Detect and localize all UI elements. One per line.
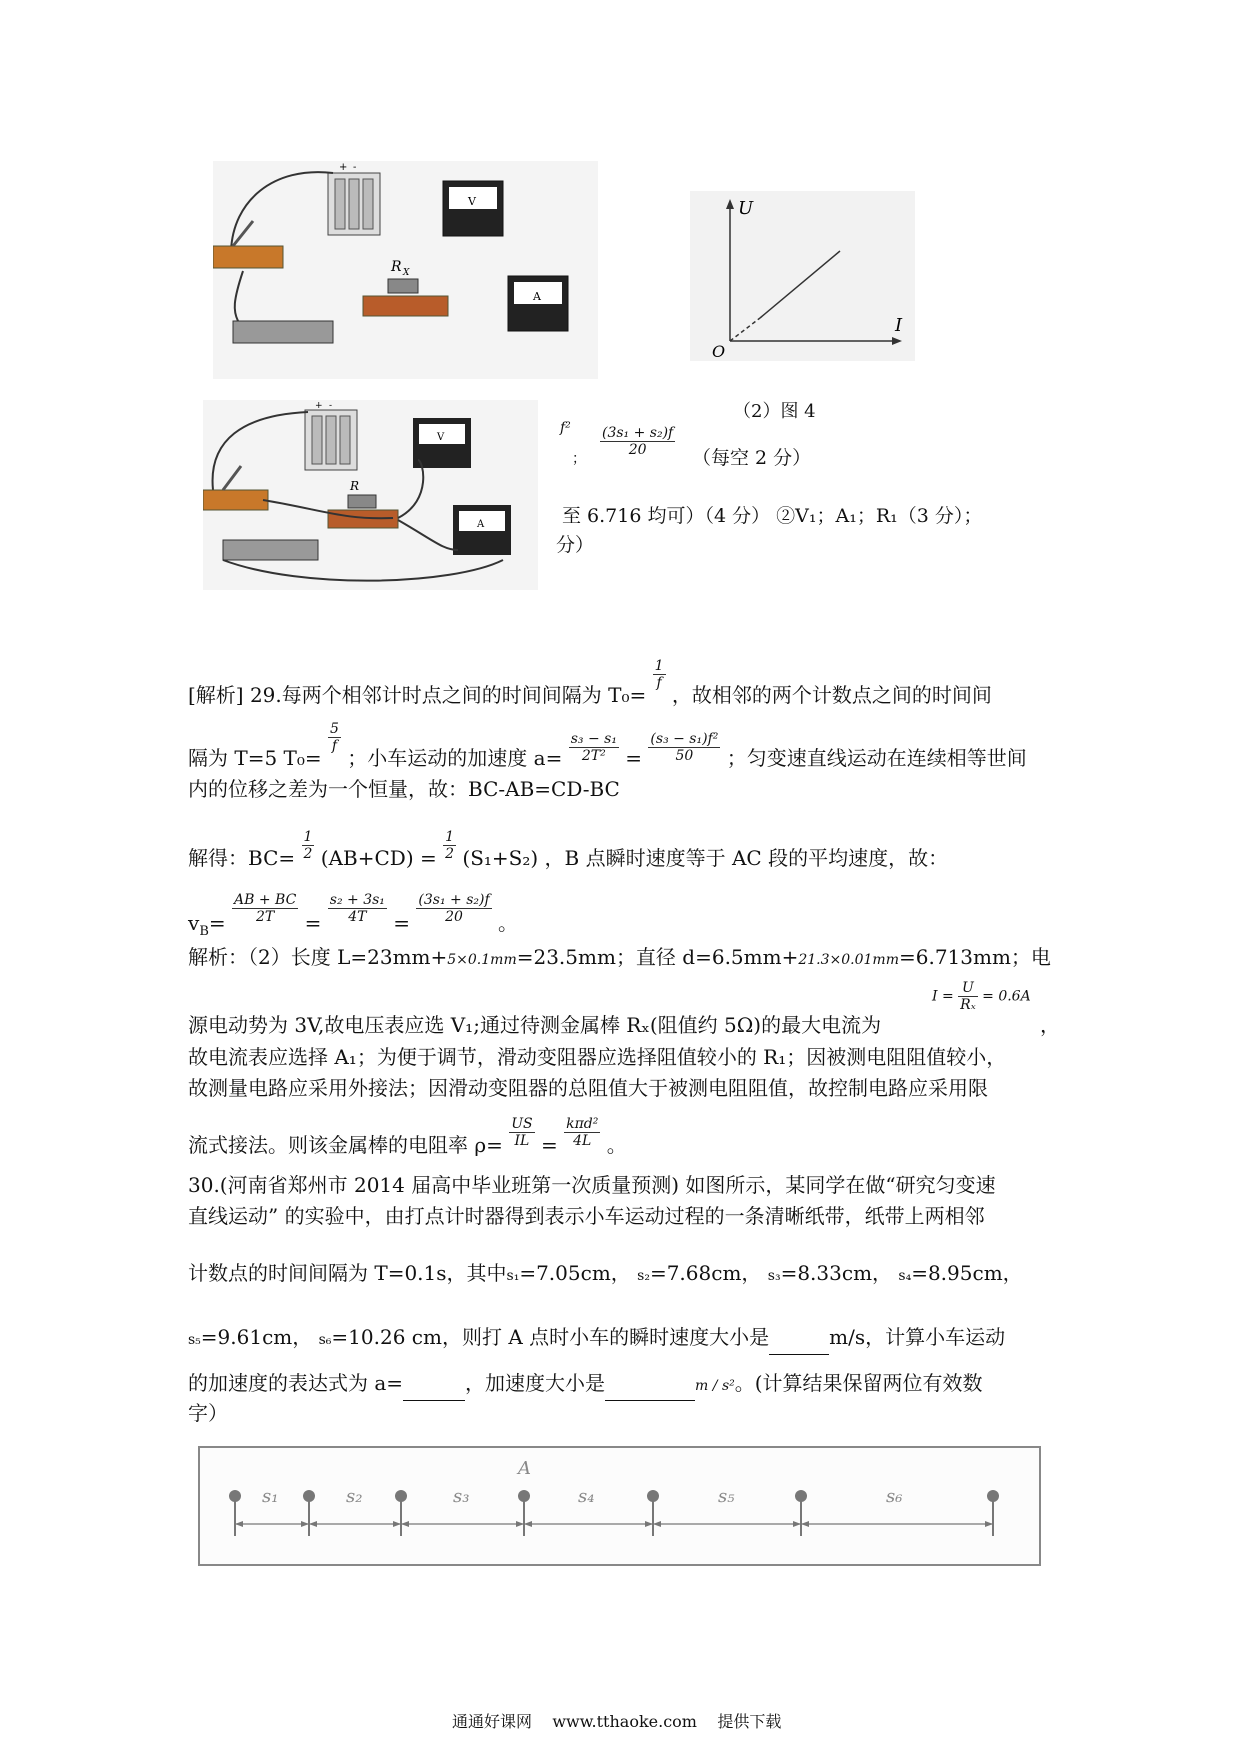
rho-frac2-den: 4L <box>573 1133 592 1149</box>
s3-value: =8.33cm， <box>780 1261 893 1285</box>
analysis2-l1b: =23.5mm；直径 d=6.5mm+ <box>516 945 799 969</box>
paper-tape-figure <box>198 1446 1041 1566</box>
answer-frac-num: (3s₁ + s₂)f <box>602 425 674 441</box>
answer-line2: 至 6.716 均可）（4 分） ②V₁；A₁；R₁（3 分）； <box>562 505 983 527</box>
half-den-2: 2 <box>445 846 455 862</box>
analysis29-p2a: 隔为 T=5 T₀= <box>188 746 322 770</box>
q30-l3a: 计数点的时间间隔为 T=0.1s，其中 <box>188 1261 507 1285</box>
analysis2-line5: 流式接法。则该金属棒的电阻率 ρ= $\frac{US}{IL}$ = $\frac{\text{kπd²}}{4L}$ 。 <box>188 1116 627 1157</box>
tape-s2: s₂ <box>346 1486 363 1507</box>
accel-frac2-num: (s₃ − s₁)f² <box>650 731 719 747</box>
accel-unit: m / s² <box>695 1378 735 1394</box>
s1-value: =7.05cm， <box>519 1261 631 1285</box>
vb-eq-2: = <box>304 911 322 935</box>
s2-sym: s₂ <box>637 1268 650 1284</box>
voltmeter-label: V <box>468 195 476 208</box>
vb-eq-1: = <box>208 911 226 935</box>
q30-line5 <box>188 1368 983 1401</box>
analysis29-line3: 内的位移之差为一个恒量，故：BC-AB=CD-BC <box>188 777 620 801</box>
battery-minus: - <box>353 162 357 173</box>
current-frac-den: Rₓ <box>960 997 976 1013</box>
current-formula <box>932 980 1031 1013</box>
voltmeter2-label: V <box>437 432 445 443</box>
ammeter-label: A <box>533 290 541 303</box>
rx-label: R <box>391 259 402 275</box>
battery-plus: + <box>339 162 348 173</box>
analysis2-l5end: 。 <box>606 1133 627 1157</box>
analysis29-p4c: (S₁+S₂) ，B 点瞬时速度等于 AC 段的平均速度，故： <box>462 846 949 870</box>
graph-u-label: U <box>738 198 754 219</box>
vb-end: 。 <box>498 911 519 935</box>
q30-l5c: 。(计算结果保留两位有效数 <box>734 1371 983 1395</box>
tape-s6: s₆ <box>886 1486 903 1507</box>
current-value: = 0.6A <box>982 988 1031 1005</box>
t0-frac-num: 1 <box>654 658 664 674</box>
analysis29-line1 <box>188 658 992 713</box>
vb-frac2-num: s₂ + 3s₁ <box>329 892 385 908</box>
circuit-components-drawing <box>213 161 598 379</box>
answer-fraction <box>600 425 675 458</box>
page-footer: 通通好课网 www.tthaoke.com 提供下载 <box>452 1712 782 1731</box>
rx2-label: R <box>350 479 360 493</box>
analysis2-line2 <box>188 1010 881 1040</box>
vb-frac1-num: AB + BC <box>234 892 297 908</box>
analysis2-l2a: 源电动势为 3V,故电压表应选 V₁;通过待测金属棒 Rₓ(阻值约 5Ω)的最大电流为 <box>188 1013 882 1037</box>
s6-sym: s₆ <box>318 1332 332 1348</box>
paper-tape-drawing <box>198 1446 1041 1566</box>
circuit-components-figure <box>213 161 598 379</box>
analysis2-line3: 故电流表应选择 A₁；为便于调节，滑动变阻器应选择阻值较小的 R₁；因被测电阻阻值较小， <box>188 1045 1007 1069</box>
tape-s4: s₄ <box>578 1486 595 1507</box>
s2-value: =7.68cm， <box>649 1261 762 1285</box>
q30-line6: 字） <box>188 1401 228 1425</box>
analysis29-p4a: 解得：BC= <box>188 846 296 870</box>
answer-semicolon: ； <box>572 451 586 467</box>
analysis2-l1a: 解析：（2）长度 L=23mm+ <box>188 945 448 969</box>
q30-l5b: ，加速度大小是 <box>465 1371 606 1395</box>
battery2-minus: - <box>329 401 333 411</box>
answer-frac-den: 20 <box>628 442 647 458</box>
ui-graph-drawing <box>690 191 915 361</box>
s3-sym: s₃ <box>767 1268 781 1284</box>
accel-value-blank[interactable] <box>605 1380 695 1401</box>
graph-caption: （2）图 4 <box>733 401 816 422</box>
length-formula: 5×0.1mm <box>447 952 517 968</box>
tape-s3: s₃ <box>453 1486 470 1507</box>
vb-sub: B <box>199 924 209 939</box>
analysis29-p1a: [解析] 29.每两个相邻计时点之间的时间间隔为 T₀= <box>188 683 647 707</box>
rho-frac1-num: US <box>511 1116 533 1132</box>
rho-frac1-den: IL <box>514 1133 530 1149</box>
q30-line2: 直线运动” 的实验中，由打点计时器得到表示小车运动过程的一条清晰纸带，纸带上两相邻 <box>188 1204 985 1228</box>
graph-i-label: I <box>895 315 903 336</box>
tape-a-label: A <box>518 1458 531 1479</box>
t-frac-num: 5 <box>330 721 339 737</box>
answer-line3: 分） <box>556 534 595 556</box>
accel-frac1-den: 2T² <box>581 748 606 764</box>
ui-graph-figure <box>690 191 915 361</box>
s5-value: =9.61cm， <box>200 1325 313 1349</box>
s6-value: =10.26 cm，则打 A 点时小车的瞬时速度大小是 <box>331 1325 770 1349</box>
analysis29-p2c: ；匀变速直线运动在连续相等世间 <box>726 746 1027 770</box>
analysis2-line4: 故测量电路应采用外接法；因滑动变阻器的总阻值大于被测电阻阻值，故控制电路应采用限 <box>188 1076 988 1100</box>
analysis29-line4 <box>188 829 949 876</box>
q30-line3 <box>188 1258 1023 1291</box>
answer-f-squared: f² <box>560 420 571 436</box>
rho-frac2-num: kπd² <box>566 1116 599 1132</box>
t-frac-den: f <box>331 738 338 754</box>
s4-value: =8.95cm， <box>911 1261 1023 1285</box>
q30-l5a: 的加速度的表达式为 a= <box>188 1371 404 1395</box>
half-num-2: 1 <box>445 829 455 845</box>
vb-v: v <box>188 911 200 935</box>
graph-origin-label: O <box>712 342 726 361</box>
s1-sym: s₁ <box>506 1268 520 1284</box>
accel-frac2-den: 50 <box>675 748 694 764</box>
vb-frac2-den: 4T <box>348 909 367 925</box>
s5-sym: s₅ <box>188 1332 201 1348</box>
rx-subscript: X <box>403 268 410 278</box>
vb-frac1-den: 2T <box>256 909 275 925</box>
analysis29-p1b: ，故相邻的两个计数点之间的时间间 <box>671 683 992 707</box>
tape-s5: s₅ <box>718 1486 735 1507</box>
t0-frac-den: f <box>656 675 662 691</box>
wired-circuit-figure <box>203 400 538 590</box>
velocity-unit: m/s，计算小车运动 <box>829 1325 1006 1349</box>
ammeter2-label: A <box>477 519 485 530</box>
accel-frac1-num: s₃ − s₁ <box>570 731 617 747</box>
half-num-1: 1 <box>303 829 313 845</box>
accel-expr-blank[interactable] <box>403 1380 465 1401</box>
analysis2-l5a: 流式接法。则该金属棒的电阻率 ρ= <box>188 1133 503 1157</box>
q30-line4 <box>188 1322 1005 1355</box>
vb-eq-3: = <box>393 911 411 935</box>
analysis29-p2b: ；小车运动的加速度 a= <box>347 746 563 770</box>
analysis29-line2 <box>188 721 1027 776</box>
answer-score-note: （每空 2 分） <box>692 447 812 469</box>
diameter-formula: 21.3×0.01mm <box>798 952 899 968</box>
accel-eq: = <box>625 746 643 770</box>
tape-s1: s₁ <box>262 1486 279 1507</box>
s4-sym: s₄ <box>898 1268 912 1284</box>
analysis2-l2-end: ， <box>1040 1013 1060 1037</box>
analysis29-p4b: (AB+CD) = <box>320 846 437 870</box>
vb-frac3-num: (3s₁ + s₂)f <box>418 892 490 908</box>
analysis2-l1c: =6.713mm；电 <box>898 945 1051 969</box>
velocity-blank[interactable] <box>769 1334 829 1355</box>
battery2-plus: + <box>315 401 323 411</box>
vb-frac3-den: 20 <box>445 909 463 925</box>
analysis2-line1 <box>188 942 1051 975</box>
wired-circuit-drawing <box>203 400 538 590</box>
half-den-1: 2 <box>303 846 313 862</box>
current-frac-num: U <box>958 980 978 997</box>
current-i: I = <box>932 988 954 1005</box>
q30-line1: 30.(河南省郑州市 2014 届高中毕业班第一次质量预测) 如图所示，某同学在做“研究匀变速 <box>188 1173 996 1197</box>
